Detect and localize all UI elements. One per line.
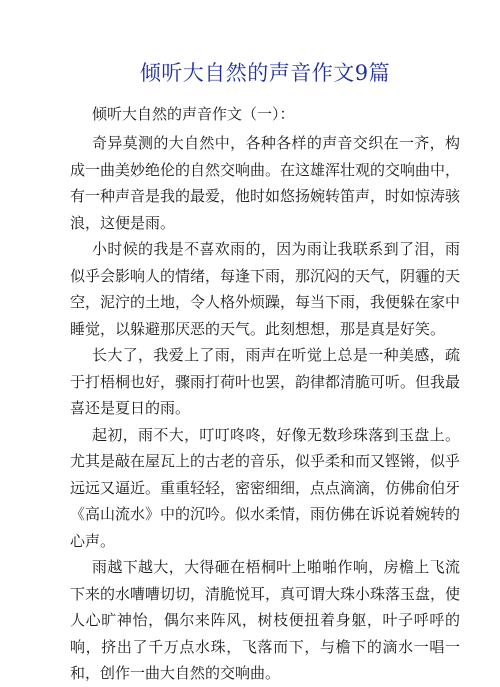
document-title: 倾听大自然的声音作文9篇: [139, 61, 391, 85]
paragraph: 长大了，我爱上了雨，雨声在听觉上总是一种美感，疏于打梧桐也好，骤雨打荷叶也罢，韵律都清脆可听。但我最喜还是夏日的雨。: [70, 346, 461, 417]
paragraph: 雨越下越大，大得砸在梧桐叶上啪啪作响，房檐上飞流下来的水嘈嘈切切，清脆悦耳，真可谓大珠小珠落玉盘，使人心旷神怡，偶尔来阵风，树枝便扭着身躯，叶子呼呼的响，挤出了千万点水珠，飞落而下，与檐下的滴水一唱一和，创作一曲大自然的交响曲。: [70, 558, 461, 682]
section-subtitle: 倾听大自然的声音作文（一）：: [92, 105, 295, 123]
paragraph: 小时候的我是不喜欢雨的，因为雨让我联系到了泪，雨似乎会影响人的情绪，每逢下雨，那沉闷的天气，阴霾的天空，泥泞的土地，令人格外烦躁，每当下雨，我便躲在家中睡觉，以躲避那厌恶的天气。此刻想想，那是真是好笑。: [70, 240, 461, 338]
paragraph: 起初，雨不大，叮叮咚咚，好像无数珍珠落到玉盘上。尤其是敲在屋瓦上的古老的音乐，似乎柔和而又铿锵，似乎远远又逼近。重重轻轻，密密细细，点点滴滴，仿佛俞伯牙《高山流水》中的沉吟。似水柔情，雨仿佛在诉说着婉转的心声。: [70, 425, 461, 550]
paragraph: 奇异莫测的大自然中，各种各样的声音交织在一齐，构成一曲美妙绝伦的自然交响曲。在这雄浑壮观的交响曲中，有一种声音是我的最爱，他时如悠扬婉转笛声，时如惊涛骇浪，这便是雨。: [70, 134, 461, 232]
